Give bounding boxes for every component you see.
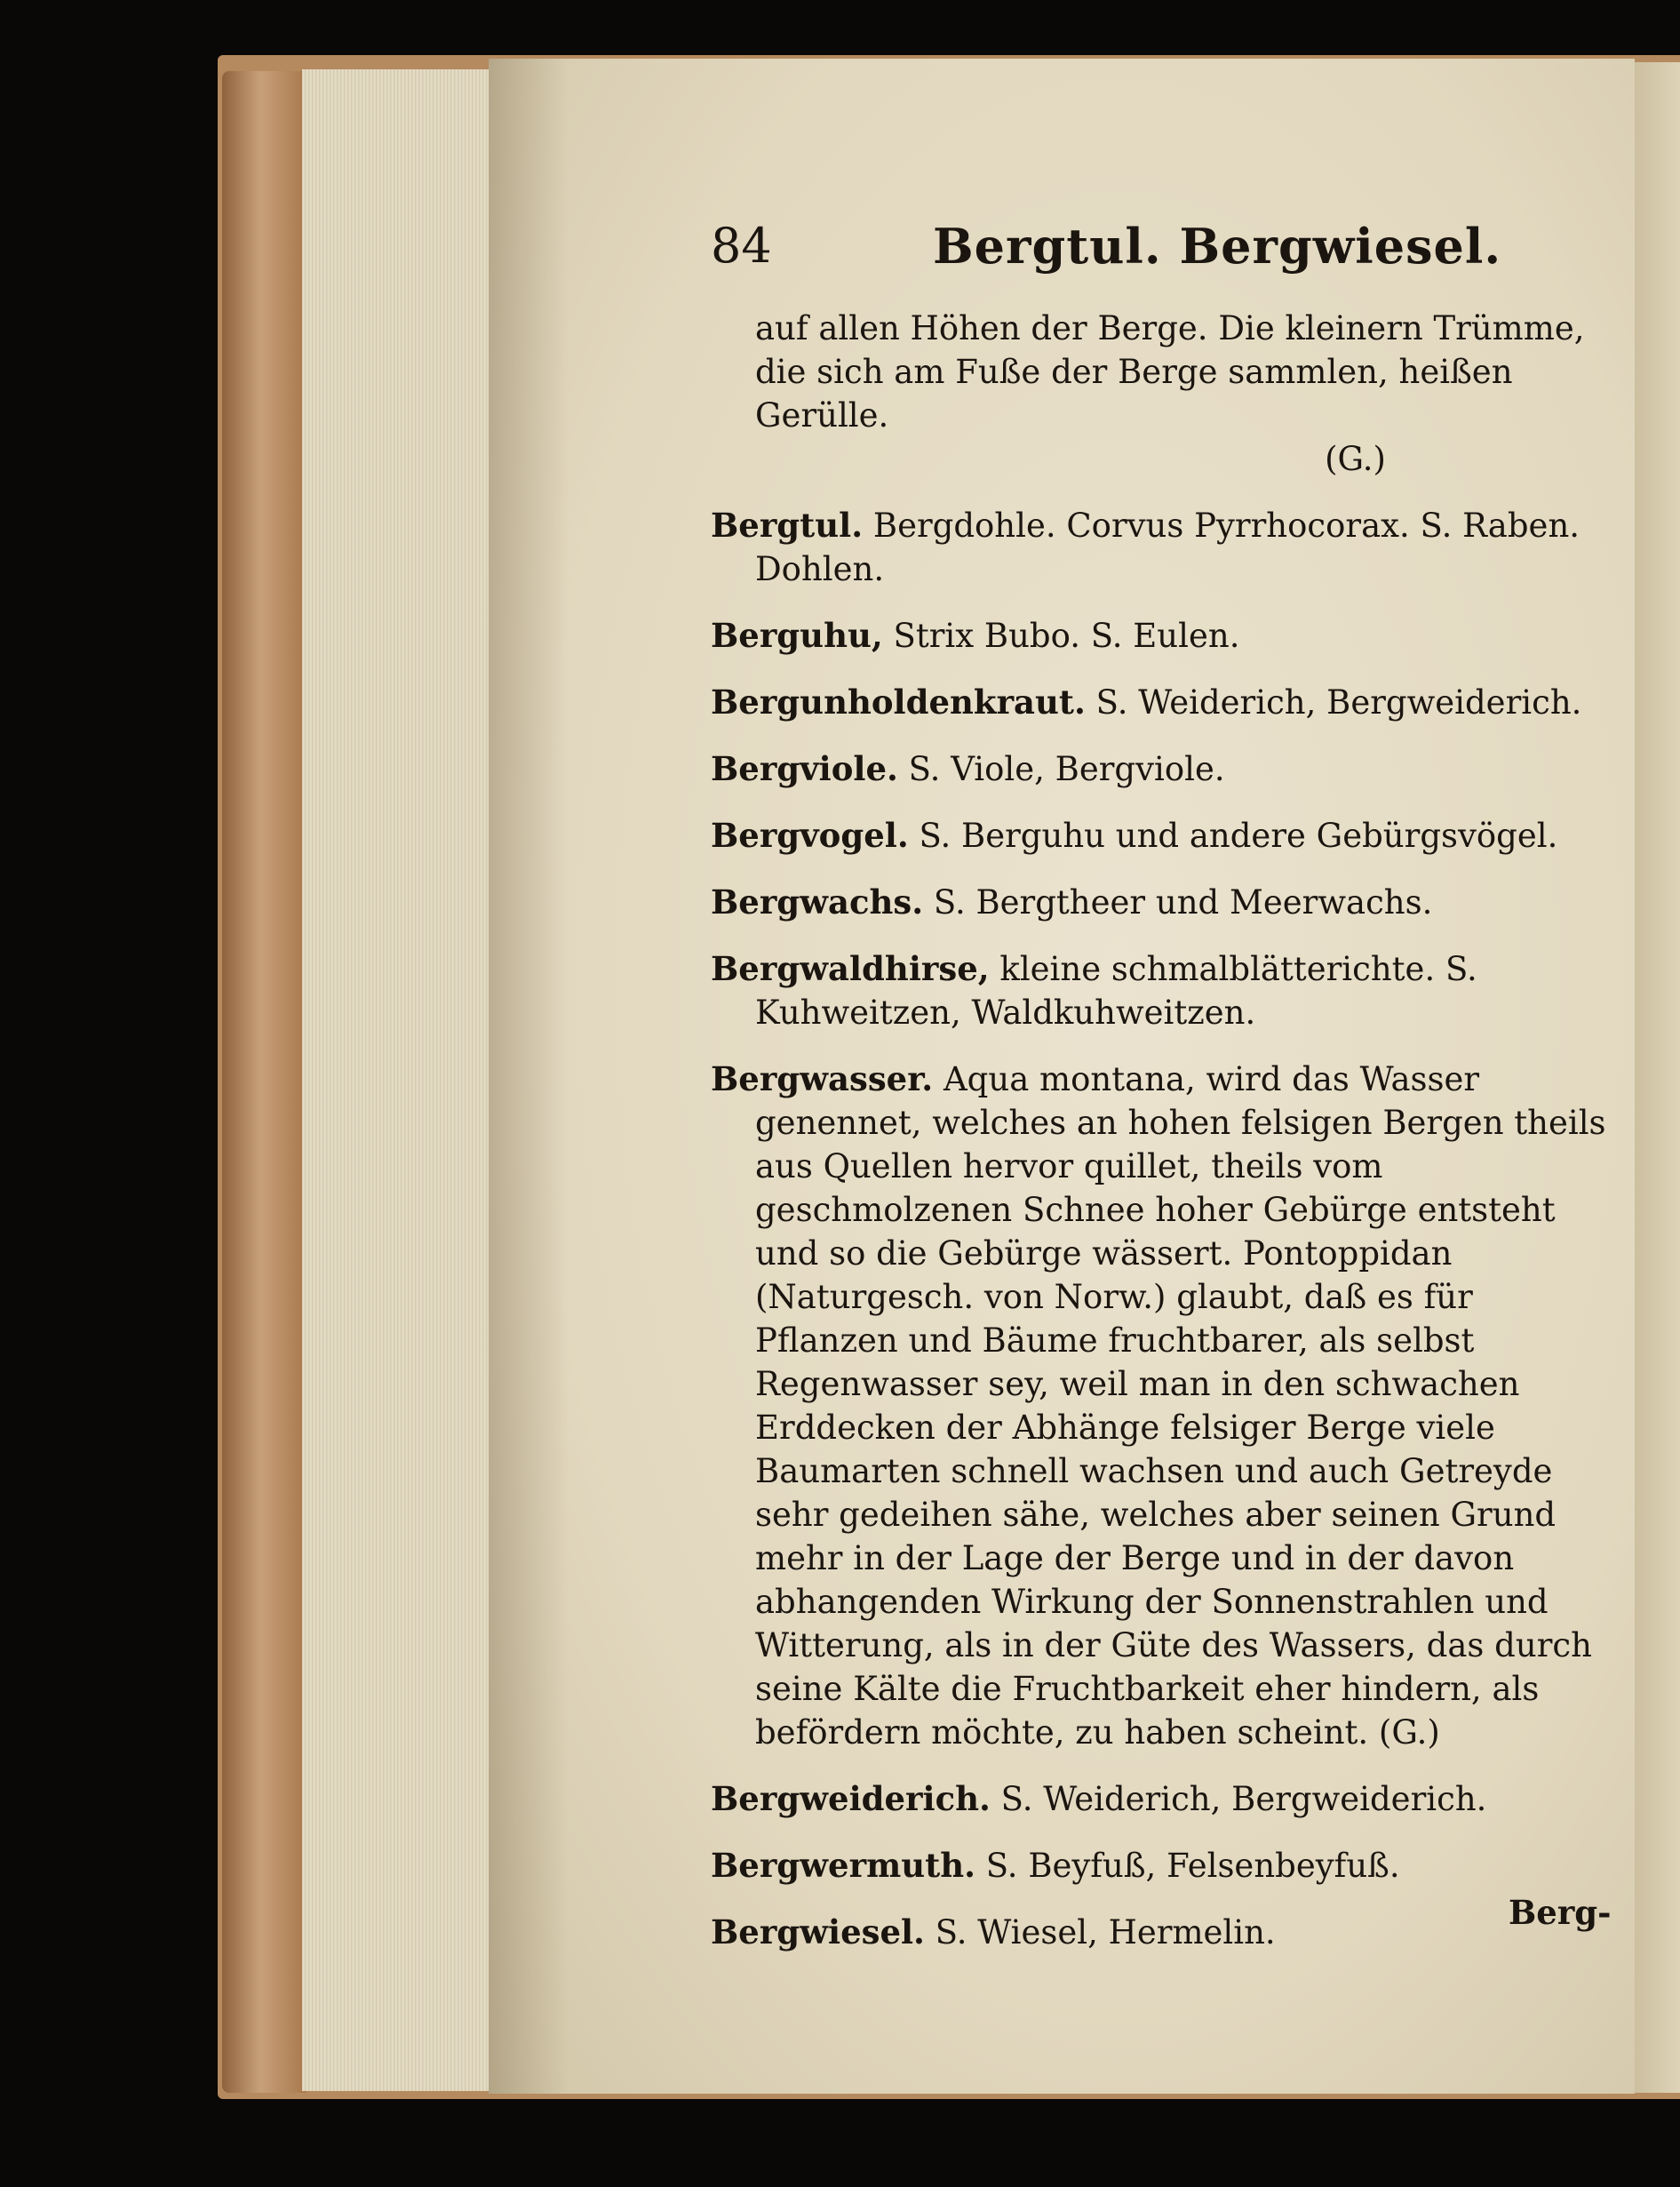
dictionary-entry bbox=[711, 1058, 1617, 1754]
entry-lemma: Bergwermuth. bbox=[711, 1846, 975, 1885]
cover-edge bbox=[222, 71, 307, 2093]
entry-text: Strix Bubo. S. Eulen. bbox=[893, 617, 1240, 655]
page-header bbox=[0, 218, 1680, 280]
dictionary-entry bbox=[711, 747, 1617, 791]
entry-text: kleine schmalblätterichte. S. Kuhweitzen, Waldkuhweitzen. bbox=[755, 950, 1477, 1032]
continuation-line: auf allen Höhen der Berge. Die kleinern Trümme, bbox=[755, 309, 1585, 347]
entry-text: S. Weiderich, Bergweiderich. bbox=[1000, 1780, 1487, 1818]
dictionary-entry bbox=[711, 881, 1617, 924]
entry-text: S. Beyfuß, Felsenbeyfuß. bbox=[985, 1847, 1400, 1885]
dictionary-entry bbox=[711, 681, 1617, 724]
dictionary-entry bbox=[711, 947, 1617, 1034]
entry-lemma: Berguhu, bbox=[711, 616, 883, 655]
entry-lemma: Bergtul. bbox=[711, 506, 864, 545]
dictionary-entry bbox=[711, 1911, 1617, 1954]
continuation-line: die sich am Fuße der Berge sammlen, heißen Gerülle. bbox=[755, 353, 1513, 435]
entry-lemma: Bergvogel. bbox=[711, 816, 909, 855]
running-head: Bergtul. Bergwiesel. bbox=[933, 218, 1502, 275]
entry-lemma: Bergviole. bbox=[711, 749, 898, 788]
facing-page-edge bbox=[1633, 62, 1680, 2093]
entry-text: S. Wiesel, Hermelin. bbox=[935, 1913, 1276, 1952]
dictionary-entry bbox=[711, 1844, 1617, 1888]
entry-text: S. Viole, Bergviole. bbox=[908, 750, 1225, 788]
entry-text: S. Weiderich, Bergweiderich. bbox=[1095, 683, 1582, 722]
page-edges bbox=[302, 69, 493, 2091]
catchword: Berg- bbox=[1509, 1893, 1612, 1932]
entry-text: S. Berguhu und andere Gebürgsvögel. bbox=[919, 817, 1558, 855]
entry-text: S. Bergtheer und Meerwachs. bbox=[933, 883, 1433, 922]
entry-lemma: Bergweiderich. bbox=[711, 1779, 991, 1818]
entry-lemma: Bergwiesel. bbox=[711, 1912, 925, 1952]
dictionary-entry bbox=[711, 614, 1617, 658]
entry-lemma: Bergwasser. bbox=[711, 1059, 934, 1098]
page-number: 84 bbox=[711, 218, 772, 274]
entry-lemma: Bergwaldhirse, bbox=[711, 949, 990, 988]
dictionary-entry bbox=[711, 814, 1617, 858]
dictionary-entry bbox=[711, 504, 1617, 591]
page-body bbox=[711, 307, 1617, 1977]
gutter-shadow bbox=[489, 59, 569, 2094]
entry-text: Bergdohle. Corvus Pyrrhocorax. S. Raben. Dohlen. bbox=[755, 507, 1580, 588]
entry-lemma: Bergwachs. bbox=[711, 882, 924, 922]
continuation-ref: (G.) bbox=[1325, 440, 1386, 478]
entry-lemma: Bergunholdenkraut. bbox=[711, 682, 1086, 722]
dictionary-entry bbox=[711, 1777, 1617, 1821]
entry-text: Aqua montana, wird das Wasser genennet, welches an hohen felsigen Bergen theils aus Quellen hervor quillet, theils vom geschmolzenen Schnee hoher Gebürge entsteht und so die Gebürge wässert. Pontoppidan (Naturgesch. von Norw.) glaubt, daß es für Pflanzen und Bäume fruchtbarer, als selbst Regenwasser sey, weil man in den schwachen Erddecken der Abhänge felsiger Berge viele Baumarten schnell wachsen und auch Getreyde sehr gedeihen sähe, welches aber seinen Grund mehr in der Lage der Berge und in der davon abhangenden Wirkung der Sonnenstrahlen und Witterung, als in der Güte des Wassers, das durch seine Kälte die Fruchtbarkeit eher hindern, als befördern möchte, zu haben scheint. (G.) bbox=[755, 1060, 1606, 1752]
